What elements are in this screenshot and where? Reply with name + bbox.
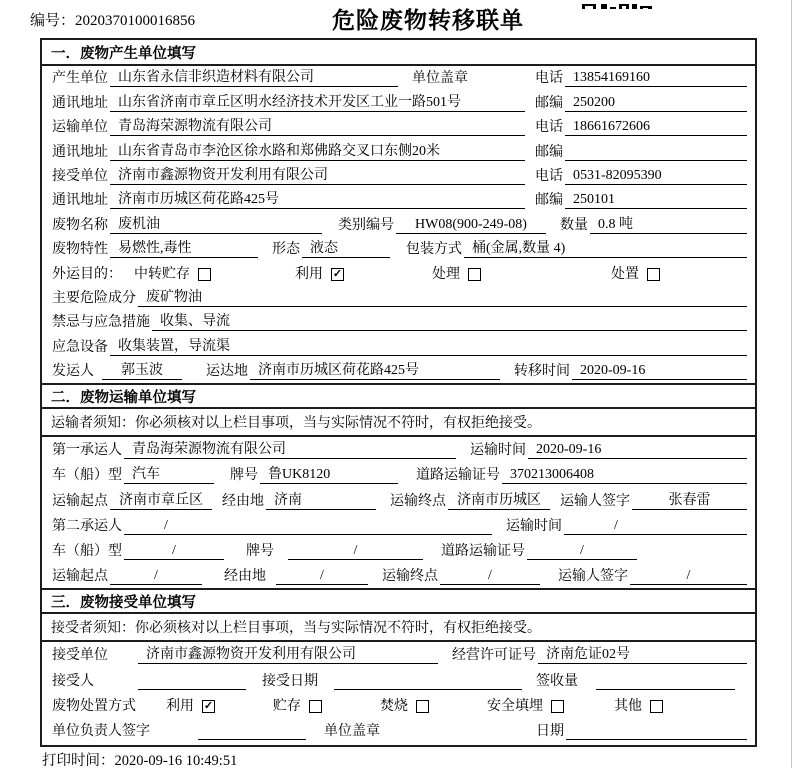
row-acceptor: [42, 667, 755, 692]
section3-header: 三．废物接受单位填写: [42, 588, 755, 614]
producer-address-value: 山东省济南市章丘区明水经济技术开发区工业一路501号: [110, 91, 525, 112]
pack-value: 桶(金属,数量 4): [464, 237, 747, 258]
section1-header: 一．废物产生单位填写: [42, 40, 755, 66]
vehicle1-value: 汽车: [124, 463, 214, 484]
responsible-sign-label: 单位负责人签字: [52, 723, 150, 739]
row-carrier2: [42, 513, 755, 538]
transport-time1-value: 2020-09-16: [528, 442, 747, 459]
via1-value: 济南: [266, 489, 376, 510]
row-equipment: [42, 334, 755, 358]
section2-header: 二．废物运输单位填写: [42, 383, 755, 409]
purpose-option-label: 处理: [432, 266, 460, 282]
license-label: 道路运输证号: [416, 468, 500, 484]
acceptor-value: [138, 689, 246, 690]
origin-label: 运输起点: [52, 569, 108, 585]
license1-value: 370213006408: [502, 467, 747, 484]
row-vehicle2: [42, 538, 755, 563]
page-edge-line: [791, 0, 792, 768]
purpose-option-use: [293, 263, 344, 283]
disposal-other-checkbox: [650, 700, 663, 713]
transfer-storage-checkbox: [198, 268, 211, 281]
transporter-phone-value: 18661672606: [565, 119, 747, 136]
equipment-label: 应急设备: [52, 339, 108, 355]
row-responsible-sign: [42, 718, 755, 743]
qr-code-fragment: [582, 0, 656, 9]
row-accept-unit: [42, 642, 755, 667]
transfer-time-label: 转移时间: [514, 364, 570, 380]
purpose-option-dispose: [609, 263, 660, 283]
disposal-option-label: 焚烧: [380, 698, 408, 714]
row-route2: [42, 563, 755, 588]
disposal-option-burn: [378, 695, 429, 715]
disposal-use-checkbox: ✓: [203, 699, 214, 712]
row-producer-address: [42, 90, 755, 114]
disposal-option-label: 贮存: [273, 698, 301, 714]
manifest-form: [40, 38, 757, 747]
serial-number: [30, 9, 195, 30]
vehicle-label: 车（船）型: [52, 544, 122, 560]
permit-label: 经营许可证号: [452, 648, 536, 664]
zip-label: 邮编: [535, 95, 563, 111]
shipper-label: 发运人: [52, 364, 94, 380]
receiver-value: 济南市鑫源物资开发利用有限公司: [110, 164, 525, 185]
vehicle2-value: /: [124, 543, 224, 560]
via2-value: /: [276, 568, 368, 585]
pack-label: 包装方式: [406, 242, 462, 258]
row-receiver-address: [42, 188, 755, 212]
date-value: [566, 739, 747, 740]
producer-phone-value: 13854169160: [565, 70, 747, 87]
purpose-option-label: 处置: [611, 266, 639, 282]
use-checkbox: ✓: [332, 267, 343, 280]
producer-value: 山东省永信非织造材料有限公司: [110, 66, 398, 87]
disposal-option-landfill: [485, 695, 564, 715]
row-producer: [42, 66, 755, 90]
seal-label: 单位盖章: [412, 71, 468, 87]
taboo-value: 收集、导流: [152, 310, 747, 331]
equipment-value: 收集装置，导流渠: [110, 335, 747, 356]
destination-label: 运达地: [206, 364, 248, 380]
receiver-phone-value: 0531-82095390: [565, 168, 747, 185]
category-label: 类别编号: [338, 217, 394, 233]
row-carrier1: [42, 437, 755, 462]
form-value: 液态: [302, 237, 390, 258]
accept-date-label: 接受日期: [262, 673, 318, 689]
acceptor-label: 接受人: [52, 673, 94, 689]
transporter-address-value: 山东省青岛市李沧区徐水路和郑佛路交叉口东侧20米: [110, 140, 525, 161]
shipper-value: 郭玉波: [102, 359, 182, 380]
purpose-option-label: 中转贮存: [134, 266, 190, 282]
permit-value: 济南危证02号: [538, 643, 747, 664]
amount-value: [596, 689, 735, 690]
serial-value: 2020370100016856: [75, 13, 196, 29]
unit-seal-label: 单位盖章: [324, 723, 380, 739]
hazard-label: 主要危险成分: [52, 290, 136, 306]
disposal-option-store: [271, 695, 322, 715]
producer-zip-value: 250200: [565, 95, 747, 112]
carrier-sign1-value: 张春雷: [632, 489, 747, 510]
address-label: 通讯地址: [52, 95, 108, 111]
responsible-sign-value: [198, 739, 306, 740]
origin1-value: 济南市章丘区: [110, 489, 212, 510]
license2-value: /: [527, 543, 637, 560]
carrier2-label: 第二承运人: [52, 518, 122, 534]
carrier-sign-label: 运输人签字: [560, 493, 630, 509]
address-label: 通讯地址: [52, 144, 108, 160]
license-label: 道路运输证号: [441, 544, 525, 560]
purpose-label: 外运目的：: [52, 266, 122, 282]
transporter-notice: 运输者须知：你必须核对以上栏目事项，当与实际情况不符时，有权拒绝接受。: [42, 409, 755, 437]
row-transporter-address: [42, 139, 755, 163]
plate-label: 牌号: [230, 468, 258, 484]
waste-name-label: 废物名称: [52, 217, 108, 233]
disposal-option-use: [164, 695, 215, 715]
origin2-value: /: [110, 568, 202, 585]
qty-value: 0.8 吨: [590, 213, 747, 234]
accept-unit-value: 济南市鑫源物资开发利用有限公司: [138, 643, 438, 664]
category-value: HW08(900-249-08): [396, 217, 546, 234]
dispose-checkbox: [647, 268, 660, 281]
plate-label: 牌号: [246, 544, 274, 560]
disposal-option-label: 安全填埋: [487, 698, 543, 714]
phone-label: 电话: [535, 120, 563, 136]
carrier1-value: 青岛海荣源物流有限公司: [124, 438, 456, 459]
transfer-time-value: 2020-09-16: [572, 363, 747, 380]
taboo-label: 禁忌与应急措施: [52, 315, 150, 331]
row-shipper: [42, 359, 755, 383]
amount-label: 签收量: [536, 673, 578, 689]
waste-name-value: 废机油: [110, 213, 322, 234]
row-transporter: [42, 115, 755, 139]
vehicle-label: 车（船）型: [52, 468, 122, 484]
phone-label: 电话: [535, 168, 563, 184]
row-waste-trait: [42, 237, 755, 261]
print-time-label: 打印时间：: [42, 753, 115, 768]
transport-time-label: 运输时间: [470, 443, 526, 459]
receiver-zip-value: 250101: [565, 192, 747, 209]
purpose-option-transfer: [132, 263, 211, 283]
destination-value: 济南市历城区荷花路425号: [250, 359, 500, 380]
carrier-sign2-value: /: [630, 568, 747, 585]
plate2-value: /: [288, 543, 423, 560]
transport-time2-value: /: [564, 518, 747, 535]
disposal-landfill-checkbox: [551, 700, 564, 713]
carrier2-value: /: [124, 518, 492, 535]
producer-label: 产生单位: [52, 71, 108, 87]
receiver-label: 接受单位: [52, 168, 108, 184]
transporter-zip-value: [565, 160, 747, 161]
end2-value: /: [440, 568, 540, 585]
disposal-option-label: 利用: [166, 698, 194, 714]
carrier-sign-label: 运输人签字: [558, 569, 628, 585]
print-time: [42, 749, 237, 768]
accept-date-value: [334, 689, 522, 690]
carrier1-label: 第一承运人: [52, 443, 122, 459]
row-vehicle1: [42, 462, 755, 487]
receiver-notice: 接受者须知：你必须核对以上栏目事项，当与实际情况不符时，有权拒绝接受。: [42, 614, 755, 642]
page-title: 危险废物转移联单: [332, 8, 524, 33]
accept-unit-label: 接受单位: [52, 648, 108, 664]
treat-checkbox: [468, 268, 481, 281]
trait-label: 废物特性: [52, 242, 108, 258]
via-label: 经由地: [222, 493, 264, 509]
hazard-value: 废矿物油: [138, 286, 747, 307]
row-route1: [42, 487, 755, 512]
zip-label: 邮编: [535, 144, 563, 160]
end1-value: 济南市历城区: [448, 489, 550, 510]
trait-value: 易燃性,毒性: [110, 237, 258, 258]
disposal-option-label: 其他: [614, 698, 642, 714]
zip-label: 邮编: [535, 193, 563, 209]
disposal-option-other: [612, 695, 663, 715]
row-purpose: [42, 261, 755, 285]
purpose-option-label: 利用: [295, 266, 323, 282]
via-label: 经由地: [224, 569, 266, 585]
row-disposal: [42, 693, 755, 718]
transporter-value: 青岛海荣源物流有限公司: [110, 115, 525, 136]
end-label: 运输终点: [390, 493, 446, 509]
phone-label: 电话: [535, 71, 563, 87]
date-label: 日期: [536, 723, 564, 739]
transport-time-label: 运输时间: [506, 518, 562, 534]
serial-label: 编号：: [30, 13, 76, 29]
form-label: 形态: [272, 242, 300, 258]
row-receiver: [42, 164, 755, 188]
row-taboo: [42, 310, 755, 334]
end-label: 运输终点: [382, 569, 438, 585]
address-label: 通讯地址: [52, 193, 108, 209]
row-hazard: [42, 286, 755, 310]
row-waste-name: [42, 212, 755, 236]
disposal-burn-checkbox: [416, 700, 429, 713]
origin-label: 运输起点: [52, 493, 108, 509]
qty-label: 数量: [560, 217, 588, 233]
receiver-address-value: 济南市历城区荷花路425号: [110, 188, 525, 209]
purpose-option-treat: [430, 263, 481, 283]
print-time-value: 2020-09-16 10:49:51: [114, 753, 238, 768]
plate1-value: 鲁UK8120: [260, 463, 398, 484]
disposal-label: 废物处置方式: [52, 698, 136, 714]
disposal-store-checkbox: [309, 700, 322, 713]
transporter-label: 运输单位: [52, 120, 108, 136]
